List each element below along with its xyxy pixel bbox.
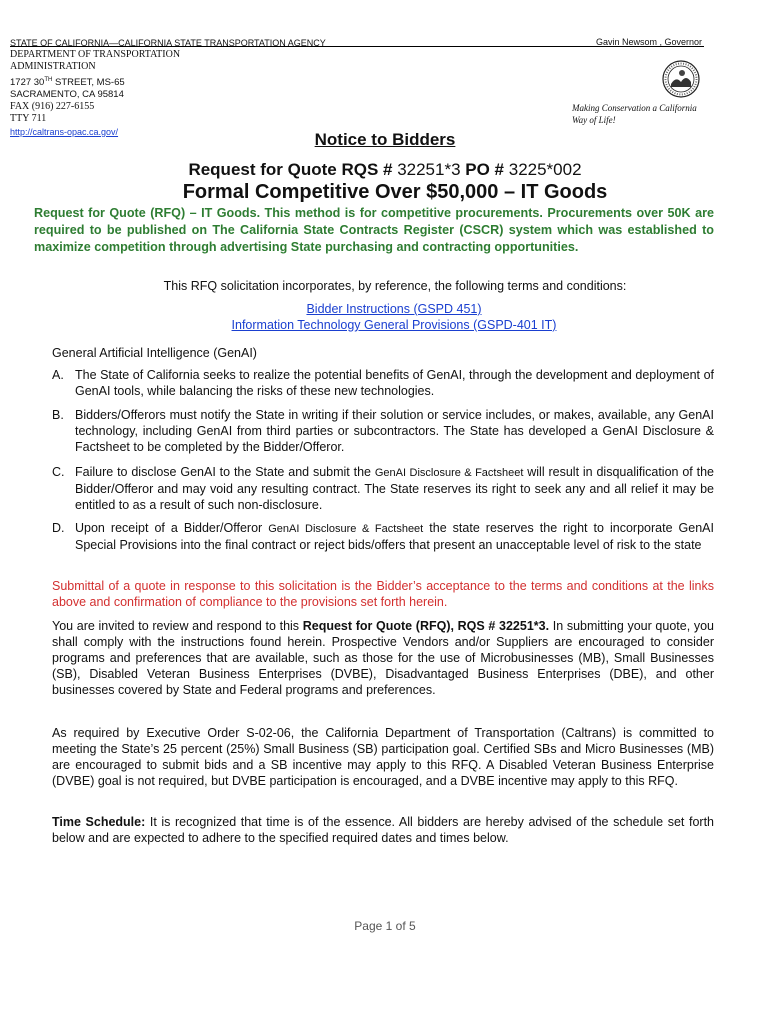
division-name: ADMINISTRATION bbox=[10, 61, 96, 73]
tty-number: TTY 711 bbox=[10, 113, 47, 125]
invitation-paragraph: You are invited to review and respond to this Request for Quote (RFQ), RQS # 32251*3. In submitting your quote, you shall comply with the instructions found herein. Prospective Vendors and/or Suppliers are encouraged to consider programs and preferences that are available, such as those for the use of Microbusinesses (MB), Small Businesses (SB), Disabled Veteran Business Enterprises (DVBE), Disadvantaged Business Enterprises (DBE), and other businesses covered by State and Federal programs and preferences. bbox=[52, 619, 714, 697]
conservation-motto: Making Conservation a California Way of Life! bbox=[572, 103, 697, 125]
time-schedule-paragraph: Time Schedule: It is recognized that time is of the essence. All bidders are hereby advised of the schedule set forth below and are expected to adhere to the specified required dates and times below. bbox=[52, 815, 714, 845]
genai-item-b: B. Bidders/Offerors must notify the State in writing if their solution or service includes, or makes, available, any GenAI technology, including GenAI from third parties or subcontractors. The State has developed a GenAI Disclosure & Factsheet to be completed by the Bidder/Offeror. bbox=[52, 408, 714, 454]
it-general-provisions-link[interactable]: Information Technology General Provisions (GSPD-401 IT) bbox=[231, 318, 557, 332]
genai-item-d: D. Upon receipt of a Bidder/Offeror GenAI Disclosure & Factsheet the state reserves the right to incorporate GenAI Special Provisions into the final contract or reject bids/offers that present an unacceptable level of risk to the state bbox=[52, 521, 714, 552]
rfq-method-note: Request for Quote (RFQ) – IT Goods. This method is for competitive procurements. Procurements over 50K are required to be published on The California State Contracts Register (CSCR) system which was established to maximize competition through advertising State purchasing and contracting opportunities. bbox=[34, 206, 714, 254]
incorporation-statement: This RFQ solicitation incorporates, by reference, the following terms and conditions: bbox=[163, 279, 627, 293]
department-name: DEPARTMENT OF TRANSPORTATION bbox=[10, 49, 181, 61]
genai-item-c: C. Failure to disclose GenAI to the State and submit the GenAI Disclosure & Factsheet will result in disqualification of the Bidder/Offeror and may void any resulting contract. The State reserves its right to seek any and all relief it may be entitled to as a result of such non-disclosure. bbox=[52, 465, 715, 512]
agency-name: STATE OF CALIFORNIA—CALIFORNIA STATE TRANSPORTATION AGENCY bbox=[10, 38, 326, 48]
street-address: 1727 30TH STREET, MS-65 bbox=[10, 76, 125, 88]
city-state-zip: SACRAMENTO, CA 95814 bbox=[10, 88, 124, 100]
fax-number: FAX (916) 227-6155 bbox=[10, 101, 95, 113]
bidder-instructions-link[interactable]: Bidder Instructions (GSPD 451) bbox=[306, 302, 482, 316]
caltrans-seal-logo bbox=[662, 60, 700, 98]
notice-title: Notice to Bidders bbox=[314, 130, 456, 149]
page-number: Page 1 of 5 bbox=[354, 919, 416, 933]
website-link[interactable]: http://caltrans-opac.ca.gov/ bbox=[10, 126, 119, 137]
rqs-po-line: Request for Quote RQS # 32251*3 PO # 3225*002 bbox=[188, 160, 582, 179]
formal-competitive-title: Formal Competitive Over $50,000 – IT Goods bbox=[182, 181, 608, 203]
governor-name: Gavin Newsom , Governor bbox=[595, 37, 702, 47]
executive-order-paragraph: As required by Executive Order S-02-06, the California Department of Transportation (Caltrans) is committed to meeting the State’s 25 percent (25%) Small Business (SB) participation goal. Certified SBs and Micro Businesses (MB) are encouraged to submit bids and a SB incentive may apply to this RFQ. A Disabled Veteran Business Enterprise (DVBE) goal is not required, but DVBE participation is encouraged, and a DVBE incentive may apply to this RFQ. bbox=[52, 726, 714, 788]
genai-item-a: A. The State of California seeks to realize the potential benefits of GenAI, through the development and deployment of GenAI tools, while balancing the risks of these new technologies. bbox=[52, 368, 714, 398]
acceptance-statement: Submittal of a quote in response to this solicitation is the Bidder’s acceptance to the terms and conditions at the links above and confirmation of compliance to the provisions set forth herein. bbox=[52, 579, 714, 609]
genai-heading: General Artificial Intelligence (GenAI) bbox=[52, 346, 257, 360]
agency-address-block bbox=[10, 37, 326, 139]
